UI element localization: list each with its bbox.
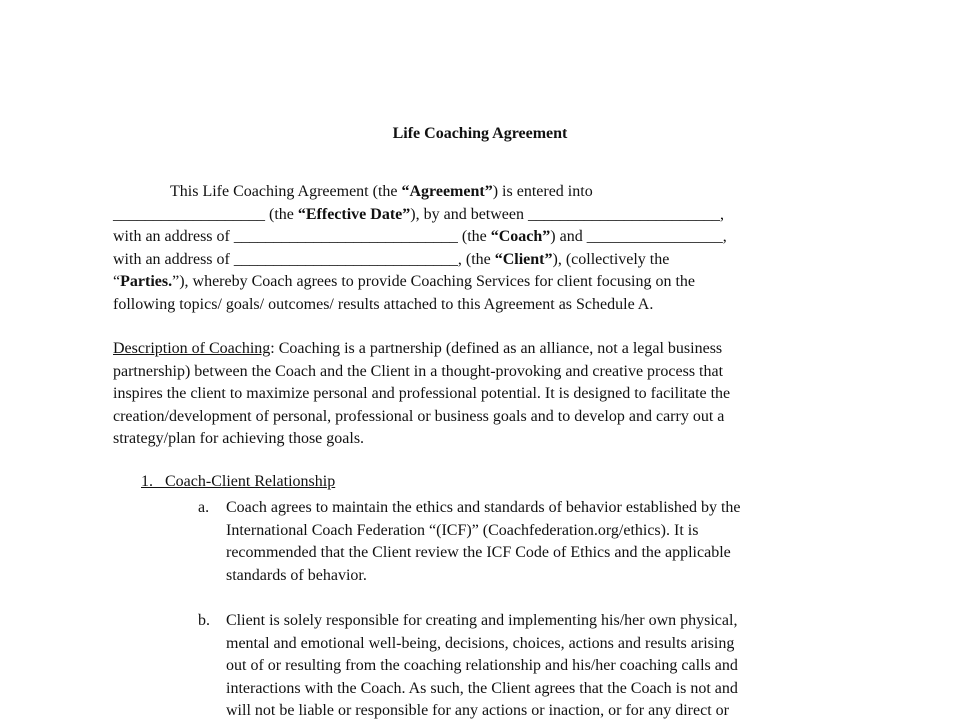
list-marker: b. [198, 612, 210, 629]
section-heading: 1. Coach-Client Relationship [141, 473, 336, 490]
description-paragraph [113, 338, 853, 451]
document-title: Life Coaching Agreement [392, 125, 568, 142]
description-line: strategy/plan for achieving those goals. [113, 430, 365, 447]
intro-line: “Parties.”), whereby Coach agrees to provide Coaching Services for client focusing on the [113, 273, 696, 290]
intro-paragraph [113, 181, 853, 316]
document-page: Life Coaching Agreement This Life Coaching Agreement (the “Agreement”) is entered into ___________________ (the “Effective Date”), by and between ________________________, with an address of ____________________________ (the “Coach”) and _________________, with an address of ____________________________, (the “Client”), (collectively the “Parties.”), whereby Coach agrees to provide Coaching Services for client focusing on the following topics/ goals/ outcomes/ results attached to this Agreement as Schedule A. Description of Coaching: Coaching is a partnership (defined as an alliance, not a legal business partnership) between the Coach and the Client in a thought-provoking and creative process that inspires the client to maximize personal and professional potential. It is designed to facilitate the creation/development of personal, professional or business goals and to develop and carry out a strategy/plan for achieving those goals. 1. Coach-Client Relationship a. Coach agrees to maintain the ethics and standards of behavior established by the International Coach Federation “(ICF)” (Coachfederation.org/ethics). It is recommended that the Client review the ICF Code of Ethics and the applicable standards of behavior. b. Client is solely responsible for creating and implementing his/her own physical, mental and emotional well-being, decisions, choices, actions and results arising out of or resulting from the coaching relationship and his/her coaching calls and interactions with the Coach. As such, the Client agrees that the Coach is not and will not be liable or responsible for any actions or inaction, or for any direct or [0, 0, 960, 720]
description-line: inspires the client to maximize personal and professional potential. It is designed to facilitate the [113, 385, 731, 402]
description-line: partnership) between the Coach and the Client in a thought-provoking and creative process that [113, 362, 724, 380]
intro-line: with an address of ____________________________, (the “Client”), (collectively the [113, 250, 670, 268]
intro-line: following topics/ goals/ outcomes/ results attached to this Agreement as Schedule A. [113, 295, 654, 313]
intro-line: with an address of ____________________________ (the “Coach”) and _________________, [113, 228, 727, 245]
description-heading: Description of Coaching [113, 340, 271, 357]
list-marker: a. [198, 499, 210, 516]
intro-line: ___________________ (the “Effective Date”), by and between ________________________, [113, 205, 724, 223]
description-line: creation/development of personal, professional or business goals and to develop and carry out a [113, 407, 725, 425]
intro-line: This Life Coaching Agreement (the “Agreement”) is entered into [170, 183, 593, 200]
description-line: Description of Coaching: Coaching is a partnership (defined as an alliance, not a legal business [113, 340, 723, 357]
